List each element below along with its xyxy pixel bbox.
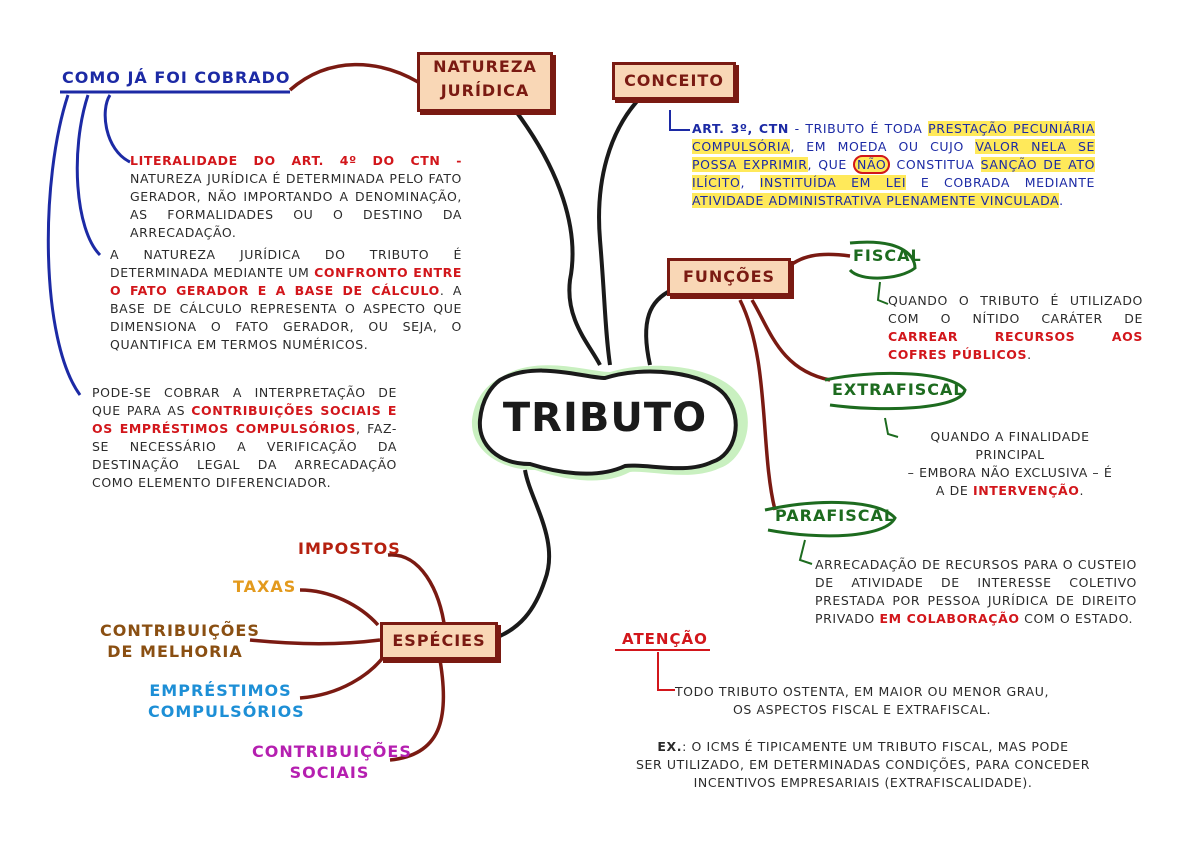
item1-red: LITERALIDADE DO ART. 4º DO CTN - bbox=[130, 153, 462, 168]
funcoes-box[interactable]: FUNÇÕES bbox=[667, 258, 791, 296]
sociais-line1: CONTRIBUIÇÕES bbox=[252, 742, 412, 761]
conceito-t5: , bbox=[740, 175, 760, 190]
conceito-nao: NÃO bbox=[853, 155, 890, 174]
example-label: EX. bbox=[657, 739, 683, 754]
atencao-example bbox=[628, 738, 1098, 792]
conceito-t2: , EM MOEDA OU CUJO bbox=[790, 139, 976, 154]
conceito-t4: CONSTITUA bbox=[890, 157, 981, 172]
branch-extrafiscal bbox=[752, 300, 830, 380]
conceito-bracket bbox=[670, 110, 690, 130]
parafiscal-title: PARAFISCAL bbox=[775, 506, 896, 525]
blue-item3 bbox=[48, 95, 80, 395]
conceito-t6: E COBRADA MEDIANTE bbox=[906, 175, 1095, 190]
natureza-juridica-box[interactable] bbox=[417, 52, 553, 112]
branch-cobrado bbox=[290, 65, 418, 90]
conceito-text bbox=[692, 120, 1095, 210]
extrafiscal-line3-wrap bbox=[900, 482, 1120, 500]
emprestimos-line1: EMPRÉSTIMOS bbox=[149, 681, 292, 700]
branch-fiscal bbox=[785, 254, 850, 270]
item2-a: A NATUREZA JURÍDICA DO TRIBUTO É DETERMINADA MEDIANTE UM bbox=[110, 247, 462, 280]
natureza-item3 bbox=[92, 384, 397, 492]
natureza-item1 bbox=[130, 152, 462, 242]
como-ja-foi-cobrado: COMO JÁ FOI COBRADO bbox=[62, 68, 291, 87]
branch-taxas bbox=[300, 590, 378, 625]
item1-text: NATUREZA JURÍDICA É DETERMINADA PELO FATO GERADOR, NÃO IMPORTANDO A DENOMINAÇÃO, AS FORMALIDADES OU O DESTINO DA ARRECADAÇÃO. bbox=[130, 171, 462, 240]
conceito-h3: SANÇÃO DE ATO ILÍCITO bbox=[692, 157, 1096, 190]
extrafiscal-red: INTERVENÇÃO bbox=[972, 483, 1080, 498]
branch-emprestimos bbox=[300, 655, 385, 698]
item3-red: CONTRIBUIÇÕES SOCIAIS E OS EMPRÉSTIMOS COMPULSÓRIOS bbox=[92, 403, 398, 436]
example-line3: INCENTIVOS EMPRESARIAIS (EXTRAFISCALIDADE). bbox=[693, 775, 1033, 790]
especie-contribuicoes-melhoria bbox=[100, 620, 260, 662]
conceito-t7: . bbox=[1059, 193, 1064, 208]
atencao-line2: OS ASPECTOS FISCAL E EXTRAFISCAL. bbox=[732, 702, 992, 717]
conceito-h1: PRESTAÇÃO PECUNIÁRIA COMPULSÓRIA bbox=[692, 121, 1095, 154]
conceito-art: ART. 3º, CTN bbox=[692, 121, 789, 136]
item2-b: . A BASE DE CÁLCULO REPRESENTA O ASPECTO QUE DIMENSIONA O FATO GERADOR, OU SEJA, O QUANTIFICA EM TERMOS NUMÉRICOS. bbox=[110, 283, 462, 352]
melhoria-line1: CONTRIBUIÇÕES bbox=[100, 621, 260, 640]
fiscal-text bbox=[888, 292, 1143, 364]
blue-item1 bbox=[105, 95, 130, 162]
item3-a: PODE-SE COBRAR A INTERPRETAÇÃO DE QUE PARA AS bbox=[92, 385, 397, 418]
conceito-box[interactable]: CONCEITO bbox=[612, 62, 736, 100]
fiscal-end: . bbox=[1027, 347, 1032, 362]
natureza-title-line2: JURÍDICA bbox=[440, 81, 530, 100]
parafiscal-text bbox=[815, 556, 1137, 628]
parafiscal-end: COM O ESTADO. bbox=[1019, 611, 1134, 626]
fiscal-bracket bbox=[878, 282, 888, 304]
atencao-text bbox=[672, 683, 1052, 719]
especie-emprestimos-compulsorios bbox=[148, 680, 305, 722]
extrafiscal-text bbox=[900, 428, 1120, 500]
atencao-title: ATENÇÃO bbox=[622, 630, 708, 648]
fiscal-desc: QUANDO O TRIBUTO É UTILIZADO COM O NÍTIDO CARÁTER DE bbox=[888, 293, 1143, 326]
parafiscal-red: EM COLABORAÇÃO bbox=[879, 611, 1020, 626]
especie-impostos: IMPOSTOS bbox=[298, 539, 401, 558]
conceito-t3: , QUE bbox=[807, 157, 854, 172]
natureza-title-line1: NATUREZA bbox=[433, 57, 537, 76]
trunk-natureza bbox=[515, 110, 600, 365]
especie-taxas: TAXAS bbox=[233, 577, 297, 596]
conceito-h4: INSTITUÍDA EM LEI bbox=[759, 175, 907, 190]
example-line1: : O ICMS É TIPICAMENTE UM TRIBUTO FISCAL, MAS PODE bbox=[682, 739, 1069, 754]
extrafiscal-line2: – EMBORA NÃO EXCLUSIVA – É bbox=[907, 465, 1113, 480]
trunk-especies bbox=[490, 470, 549, 640]
branch-melhoria bbox=[250, 640, 380, 644]
atencao-line1: TODO TRIBUTO OSTENTA, EM MAIOR OU MENOR GRAU, bbox=[674, 684, 1050, 699]
example-line2: SER UTILIZADO, EM DETERMINADAS CONDIÇÕES, PARA CONCEDER bbox=[635, 757, 1091, 772]
item2-red: CONFRONTO ENTRE O FATO GERADOR E A BASE DE CÁLCULO bbox=[110, 265, 462, 298]
example-line1-wrap bbox=[628, 738, 1098, 756]
emprestimos-line2: COMPULSÓRIOS bbox=[148, 702, 305, 721]
central-title: TRIBUTO bbox=[502, 395, 708, 441]
branch-impostos bbox=[388, 555, 445, 630]
trunk-conceito bbox=[599, 98, 640, 365]
extrafiscal-end: . bbox=[1079, 483, 1085, 498]
trunk-funcoes bbox=[646, 290, 672, 365]
especies-box[interactable]: ESPÉCIES bbox=[380, 622, 498, 660]
conceito-h5: ATIVIDADE ADMINISTRATIVA PLENAMENTE VINCULADA bbox=[692, 193, 1060, 208]
blue-item2 bbox=[77, 95, 100, 255]
conceito-h2: VALOR NELA SE POSSA EXPRIMIR bbox=[692, 139, 1095, 172]
extrafiscal-bracket bbox=[885, 418, 898, 437]
fiscal-red: CARREAR RECURSOS AOS COFRES PÚBLICOS bbox=[888, 329, 1143, 362]
parafiscal-desc: ARRECADAÇÃO DE RECURSOS PARA O CUSTEIO DE ATIVIDADE DE INTERESSE COLETIVO PRESTADA POR PESSOA JURÍDICA DE DIREITO PRIVADO bbox=[815, 557, 1137, 626]
item3-b: , FAZ-SE NECESSÁRIO A VERIFICAÇÃO DA DESTINAÇÃO LEGAL DA ARRECADAÇÃO COMO ELEMENTO DIFERENCIADOR. bbox=[92, 421, 397, 490]
especie-contribuicoes-sociais bbox=[252, 741, 412, 783]
extrafiscal-line1: QUANDO A FINALIDADE PRINCIPAL bbox=[930, 429, 1090, 462]
sociais-line2: SOCIAIS bbox=[289, 763, 370, 782]
extrafiscal-line3: A DE bbox=[935, 483, 969, 498]
conceito-t1: - TRIBUTO É TODA bbox=[788, 121, 929, 136]
melhoria-line2: DE MELHORIA bbox=[107, 642, 243, 661]
parafiscal-bracket bbox=[800, 540, 812, 564]
natureza-item2 bbox=[110, 246, 462, 354]
fiscal-title: FISCAL bbox=[853, 246, 922, 265]
extrafiscal-title: EXTRAFISCAL bbox=[832, 380, 965, 399]
